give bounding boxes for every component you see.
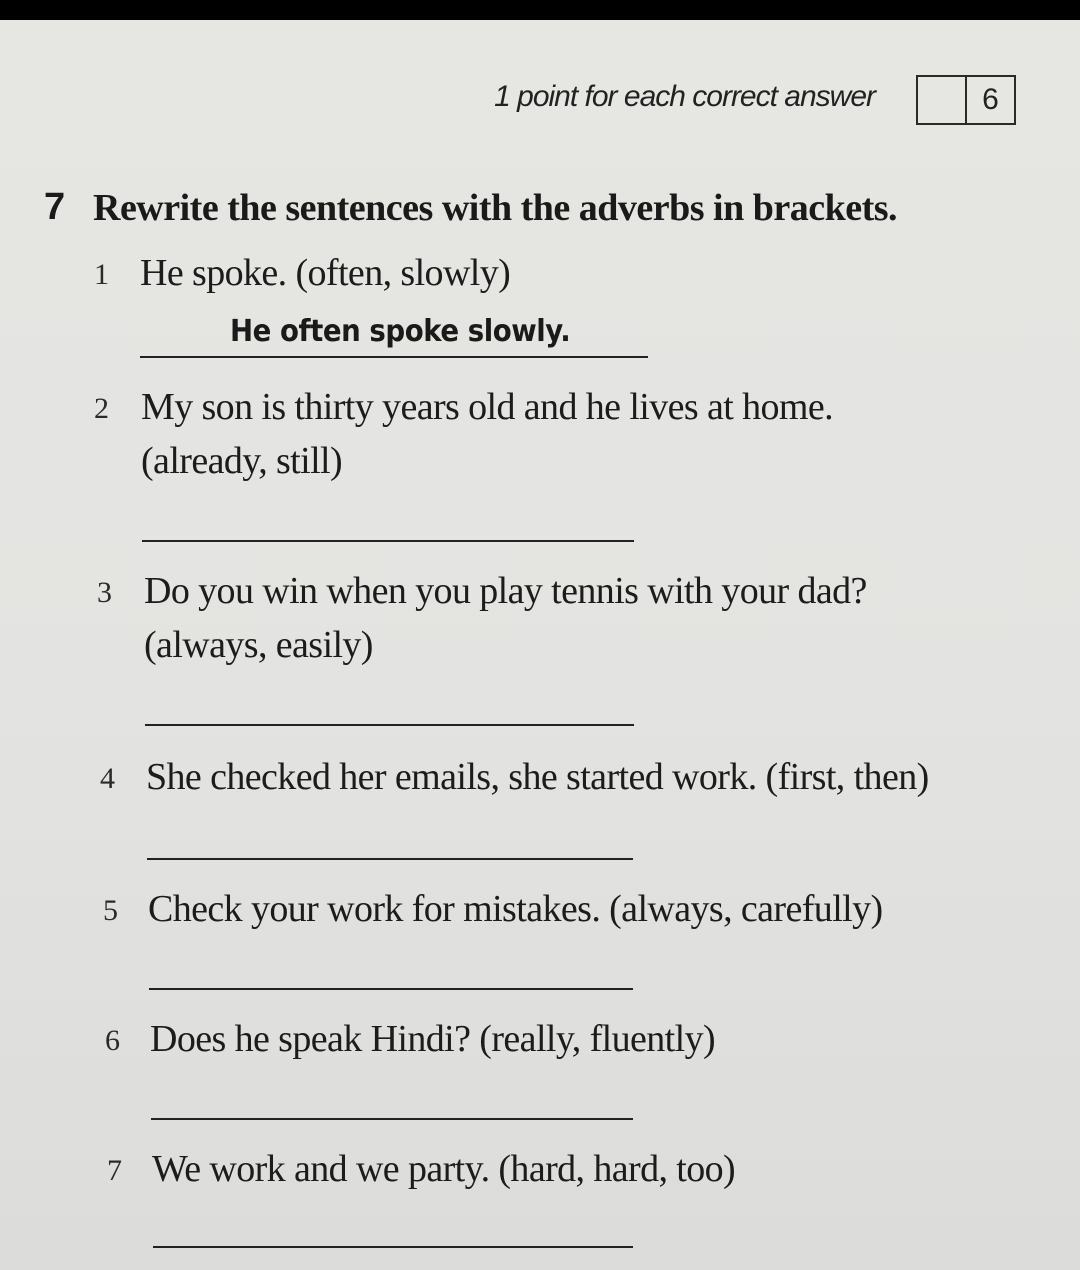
answer-line[interactable] <box>142 540 634 542</box>
item-number: 3 <box>97 576 112 609</box>
item-number: 7 <box>107 1154 122 1187</box>
item-number: 2 <box>94 392 109 425</box>
top-black-bar <box>0 0 1080 20</box>
item-sentence: My son is thirty years old and he lives at home. <box>141 386 834 428</box>
item-sentence: Check your work for mistakes. (always, carefully) <box>148 888 883 930</box>
answer-line[interactable] <box>151 1118 633 1120</box>
item-sentence: She checked her emails, she started work. (first, then) <box>146 756 929 798</box>
item-number: 6 <box>105 1024 120 1057</box>
item-number: 1 <box>94 258 109 291</box>
answer-line[interactable] <box>149 988 633 990</box>
item-sentence-adverbs: (already, still) <box>141 440 343 482</box>
answer-line[interactable] <box>153 1246 633 1248</box>
item-sentence: He spoke. (often, slowly) <box>140 252 511 294</box>
exercise-number: 7 <box>44 186 66 228</box>
item-sentence: Does he speak Hindi? (really, fluently) <box>150 1018 716 1060</box>
item-number: 5 <box>103 894 118 927</box>
answer-line[interactable] <box>145 724 634 726</box>
item-number: 4 <box>100 762 115 795</box>
score-total: 6 <box>982 83 999 116</box>
item-sentence: Do you win when you play tennis with your dad? <box>144 570 867 612</box>
item-sentence-adverbs: (always, easily) <box>144 624 373 666</box>
score-box <box>916 75 1016 125</box>
score-entry-cell[interactable] <box>918 77 967 123</box>
handwritten-answer: He often spoke slowly. <box>230 314 571 349</box>
answer-line[interactable] <box>147 858 633 860</box>
item-sentence: We work and we party. (hard, hard, too) <box>152 1148 736 1190</box>
exercise-instruction: Rewrite the sentences with the adverbs in brackets. <box>93 187 898 229</box>
points-instruction: 1 point for each correct answer <box>494 80 875 113</box>
answer-line[interactable] <box>140 356 648 358</box>
